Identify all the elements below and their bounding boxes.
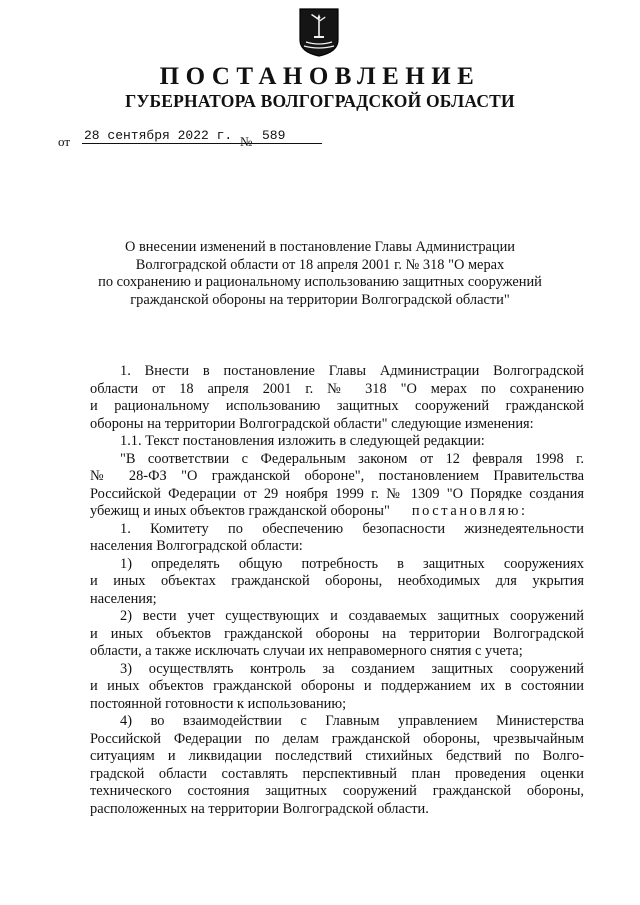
document-body: [90, 363, 584, 818]
body-line: [90, 363, 584, 381]
body-line-text: 1) определять общую потребность в защитных сооружениях: [120, 555, 584, 572]
body-line: [90, 626, 584, 644]
volgograd-coat-of-arms-icon: [297, 6, 341, 58]
body-line-text: и иных объектах гражданской обороны, необходимых для укрытия: [90, 573, 584, 589]
body-line: [90, 713, 584, 731]
body-line-text: 1.1. Текст постановления изложить в следующей редакции:: [120, 433, 485, 449]
body-line: [90, 731, 584, 749]
document-issuer: ГУБЕРНАТОРА ВОЛГОГРАДСКОЙ ОБЛАСТИ: [125, 91, 515, 111]
body-line-text: населения;: [90, 590, 157, 607]
body-line: [90, 608, 584, 626]
body-line-text: 4) во взаимодействии с Главным управлением Министерства: [120, 713, 584, 729]
document-subject: [60, 239, 580, 309]
body-line: [90, 661, 584, 679]
document-number: 589: [256, 128, 322, 144]
document-title: ПОСТАНОВЛЕНИЕ: [159, 63, 481, 90]
body-line: [90, 398, 584, 416]
body-line: [90, 486, 584, 504]
body-line-text: области от 18 апреля 2001 г. № 318 "О мерах по сохранению: [90, 380, 584, 397]
body-line-text: обороны на территории Волгоградской области" следующие изменения:: [90, 415, 534, 432]
body-line: [90, 451, 584, 469]
body-line: [90, 678, 584, 696]
body-line: [90, 783, 584, 801]
body-line-text: 1. Внести в постановление Главы Администрации Волгоградской: [120, 363, 584, 379]
subject-line: Волгоградской области от 18 апреля 2001 г. № 318 "О мерах: [135, 256, 505, 273]
body-line: [90, 556, 584, 574]
body-line-text: градской области составлять перспективный план проведения оценки: [90, 765, 584, 782]
body-line: [90, 573, 584, 591]
body-line: [90, 503, 584, 521]
body-line: [90, 801, 584, 819]
body-line-text: Российской Федерации от 29 ноября 1999 г. № 1309 "О Порядке создания: [90, 485, 584, 502]
body-line-text: ситуациям и ликвидации последствий стихийных бедствий по Волго-: [90, 748, 584, 764]
body-line: [90, 643, 584, 661]
body-line: [90, 748, 584, 766]
body-line: [90, 381, 584, 399]
document-date: 28 сентября 2022 г.: [82, 128, 290, 144]
body-line: [90, 433, 584, 451]
body-line-text: 1. Комитету по обеспечению безопасности жизнедеятельности: [120, 520, 584, 537]
body-line: [90, 696, 584, 714]
body-line: [90, 468, 584, 486]
body-line-text: 2) вести учет существующих и создаваемых защитных сооружений: [120, 608, 584, 624]
date-prefix: от: [58, 134, 71, 149]
body-line-text: и рациональному использованию защитных сооружений гражданской: [90, 398, 584, 414]
body-line: [90, 591, 584, 609]
body-line: [90, 766, 584, 784]
body-line: [90, 538, 584, 556]
number-sign: №: [240, 134, 253, 149]
body-line-text: расположенных на территории Волгоградской области.: [90, 800, 429, 817]
decree-keyword: постановляю:: [411, 503, 528, 519]
body-line-text: населения Волгоградской области:: [90, 538, 303, 554]
body-line-text: убежищ и иных объектов гражданской обороны": [90, 503, 390, 519]
body-line: [90, 521, 584, 539]
body-line-text: 3) осуществлять контроль за созданием защитных сооружений: [120, 660, 584, 677]
body-line-text: постоянной готовности к использованию;: [90, 695, 347, 712]
body-line-text: № 28-ФЗ "О гражданской обороне", постановлением Правительства: [90, 468, 584, 484]
body-line-text: технического состояния защитных сооружений гражданской обороны,: [90, 783, 584, 799]
subject-line: по сохранению и рациональному использованию защитных сооружений: [98, 274, 542, 290]
body-line-text: "В соответствии с Федеральным законом от 12 февраля 1998 г.: [120, 450, 584, 467]
subject-line: гражданской обороны на территории Волгоградской области": [130, 291, 510, 308]
body-line-text: и иных объектов гражданской обороны и поддержанием их в состоянии: [90, 678, 584, 694]
body-line-text: Российской Федерации по делам гражданской обороны, чрезвычайным: [90, 730, 584, 747]
body-line: [90, 416, 584, 434]
body-line-text: области, а также исключать случаи их неправомерного снятия с учета;: [90, 643, 523, 659]
subject-line: О внесении изменений в постановление Главы Администрации: [124, 239, 516, 255]
body-line-text: и иных объектов гражданской обороны на территории Волгоградской: [90, 625, 584, 642]
